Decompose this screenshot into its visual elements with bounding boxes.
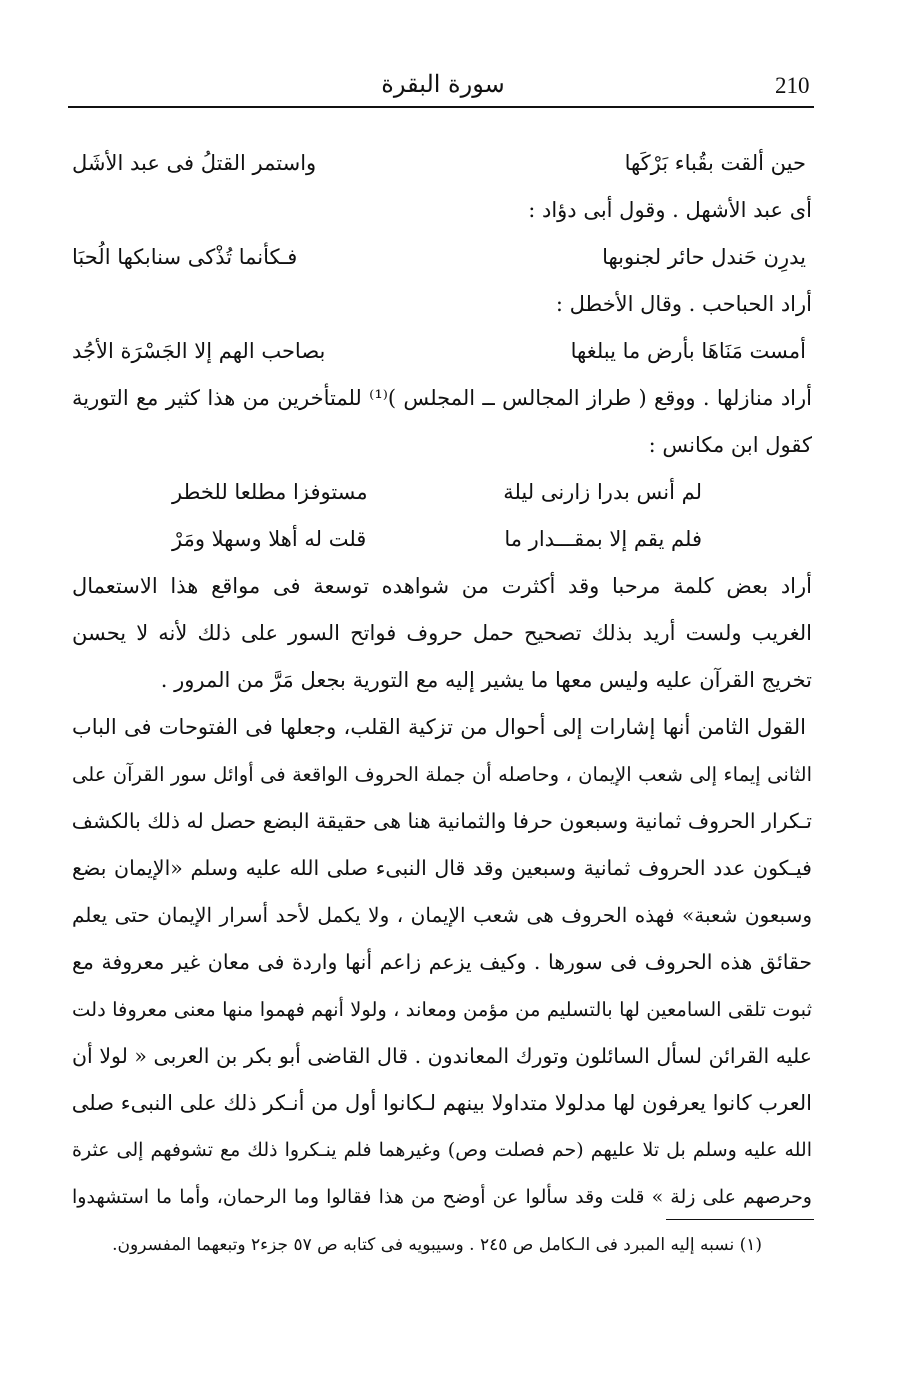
verse-second-hemistich: مستوفزا مطلعا للخطر xyxy=(172,480,368,504)
paragraph-line: ثبوت تلقى السامعين لها بالتسليم من مؤمن ومعاند ، ولولا أنهم فهموا منها معنى معروفا دلت xyxy=(72,998,812,1021)
paragraph-line: الغريب ولست أريد بذلك تصحيح حمل حروف فواتح السور على ذلك لأنه لا يحسن xyxy=(72,621,812,645)
verse-first-hemistich: يدرِن حَندل حائر لجنوبها xyxy=(602,245,806,269)
paragraph-line: الثانى إيماء إلى شعب الإيمان ، وحاصله أن جملة الحروف الواقعة فى أوائل سور القرآن على xyxy=(72,763,812,786)
prose-line: كقول ابن مكانس : xyxy=(648,433,812,457)
verse-second-hemistich: قلت له أهلا وسهلا ومَرْ xyxy=(172,527,367,551)
paragraph-line: عليه القرائن لسأل السائلون وتورك المعاندون . قال القاضى أبو بكر بن العربى « لولا أن xyxy=(72,1044,812,1068)
prose-line: أراد الحباحب . وقال الأخطل : xyxy=(555,292,812,316)
paragraph-1 xyxy=(72,563,812,704)
prose-line: أى عبد الأشهل . وقول أبى دؤاد : xyxy=(528,198,812,222)
paragraph-line: تـكرار الحروف ثمانية وسبعون حرفا والثمانية هنا هى حقيقة البضع حصل له ذلك بالكشف xyxy=(71,809,812,833)
page-body xyxy=(72,140,812,1221)
verse-second-hemistich: فـكأنما تُذْكى سنابكها الُحبَا xyxy=(72,245,298,269)
prose-line: أراد منازلها . ووقع ( طراز المجالس ــ المجلس )⁽¹⁾ للمتأخرين من هذا كثير مع التورية xyxy=(72,386,812,410)
paragraph-2 xyxy=(72,704,812,1221)
paragraph-line: حقائق هذه الحروف فى سورها . وكيف يزعم زاعم أنها واردة فى معان غير معروفة مع xyxy=(72,950,812,974)
paragraph-line: الله عليه وسلم بل تلا عليهم (حم فصلت وص) وغيرهما فلم ينـكروا ذلك مع تشوفهم إلى عثرة xyxy=(72,1139,812,1161)
paragraph-line: أراد بعض كلمة مرحبا وقد أكثرت من شواهده توسعة فى مواقع هذا الاستعمال xyxy=(72,574,812,598)
footnote: (١) نسبه إليه المبرد فى الـكامل ص ٢٤٥ . وسيبويه فى كتابه ص ٥٧ جزء٢ وتبعهما المفسرون. xyxy=(112,1235,762,1255)
paragraph-line: فيـكون عدد الحروف ثمانية وسبعين وقد قال النبىء صلى الله عليه وسلم «الإيمان بضع xyxy=(72,856,812,880)
verse-line xyxy=(72,234,812,281)
header-rule xyxy=(68,106,814,108)
paragraph-line: القول الثامن أنها إشارات إلى أحوال من تزكية القلب، وجعلها فى الفتوحات فى الباب xyxy=(72,715,806,739)
verse-first-hemistich: حين ألقت بقُباء بَرْكَها xyxy=(624,151,806,175)
verse-second-hemistich: واستمر القتلُ فى عبد الأشَل xyxy=(72,151,317,175)
page-number: 210 xyxy=(775,73,810,98)
verse-line xyxy=(72,516,812,563)
running-title: سورة البقرة xyxy=(381,70,505,98)
verse-line xyxy=(72,328,812,375)
paragraph-line: وحرصهم على زلة » قلت وقد سألوا عن أوضح من هذا فقالوا وما الرحمان، وأما ما استشهدوا xyxy=(72,1186,812,1208)
verse-first-hemistich: أمست مَنَاهَا بأرض ما يبلغها xyxy=(570,339,806,363)
verse-line xyxy=(72,140,812,187)
verse-first-hemistich: لم أنس بدرا زارنى ليلة xyxy=(503,480,702,504)
paragraph-line: تخريج القرآن عليه وليس معها ما يشير إليه مع التورية بجعل مَرَّ من المرور . xyxy=(160,668,812,692)
verse-line xyxy=(72,469,812,516)
verse-first-hemistich: فلم يقم إلا بمقـــدار ما xyxy=(504,527,702,551)
page-header xyxy=(68,66,818,106)
footnote-rule xyxy=(666,1219,814,1220)
verse-second-hemistich: بصاحب الهم إلا الجَسْرَة الأجُد xyxy=(72,339,326,363)
paragraph-line: العرب كانوا يعرفون لها مدلولا متداولا بينهم لـكانوا أول من أنـكر ذلك على النبىء صلى xyxy=(71,1091,812,1115)
paragraph-line: وسبعون شعبة» فهذه الحروف هى شعب الإيمان ، ولا يكمل لأحد أسرار الإيمان حتى يعلم xyxy=(72,903,812,927)
